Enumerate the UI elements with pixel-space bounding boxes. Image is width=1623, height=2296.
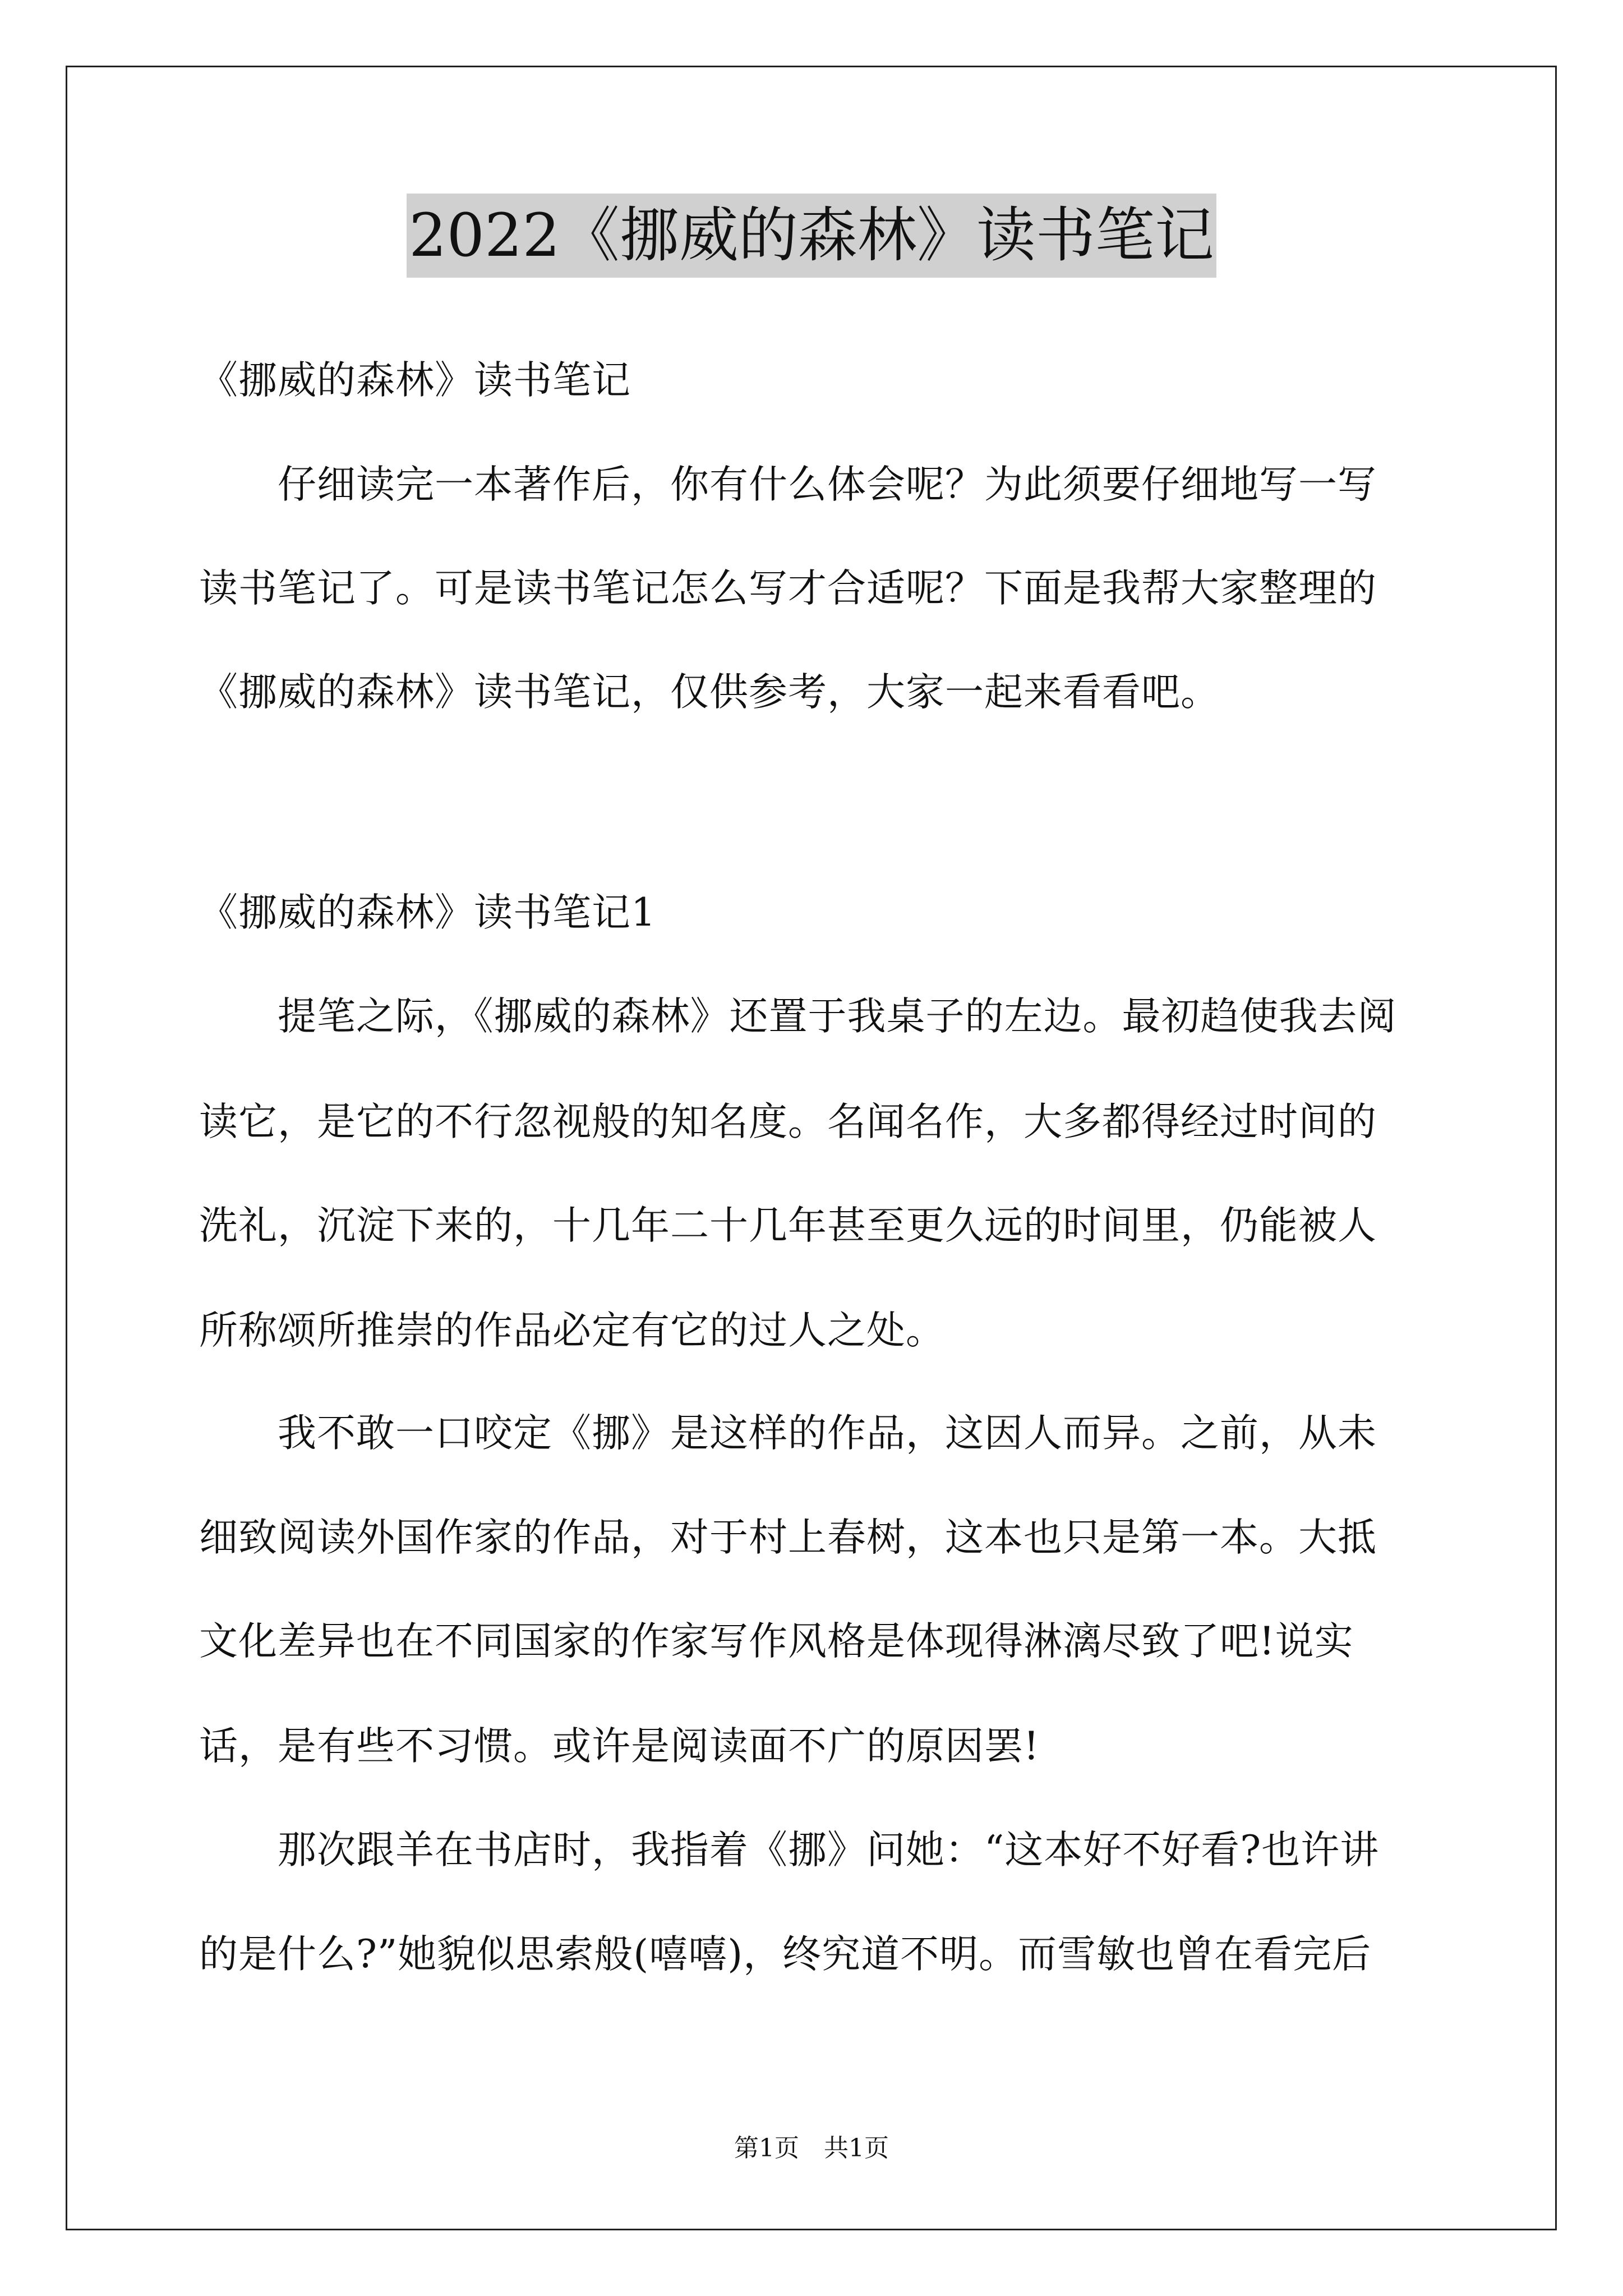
text-line: 读书笔记了。可是读书笔记怎么写才合适呢？下面是我帮大家整理的	[199, 566, 1377, 611]
text-line: 文化差异也在不同国家的作家写作风格是体现得淋漓尽致了吧!说实	[199, 1619, 1354, 1664]
page-footer: 第1页 共1页	[734, 2134, 889, 2162]
text-line: 我不敢一口咬定《挪》是这样的作品，这因人而异。之前，从未	[199, 1411, 1377, 1456]
document-title: 2022《挪威的森林》读书笔记	[407, 194, 1216, 278]
text-line: 《挪威的森林》读书笔记1	[199, 890, 656, 935]
text-line: 《挪威的森林》读书笔记，仅供参考，大家一起来看看吧。	[199, 670, 1220, 715]
text-line: 读它，是它的不行忽视般的知名度。名闻名作，大多都得经过时间的	[199, 1099, 1377, 1144]
text-line: 细致阅读外国作家的作品，对于村上春树，这本也只是第一本。大抵	[199, 1515, 1377, 1560]
text-line: 的是什么?”她貌似思索般(嘻嘻)，终究道不明。而雪敏也曾在看完后	[199, 1932, 1372, 1977]
text-line: 所称颂所推崇的作品必定有它的过人之处。	[199, 1308, 945, 1353]
text-line: 那次跟羊在书店时，我指着《挪》问她：“这本好不好看?也许讲	[199, 1828, 1380, 1872]
text-line: 提笔之际，《挪威的森林》还置于我桌子的左边。最初趋使我去阅	[199, 994, 1397, 1039]
text-line: 话，是有些不习惯。或许是阅读面不广的原因罢!	[199, 1724, 1040, 1769]
text-line: 洗礼，沉淀下来的，十几年二十几年甚至更久远的时间里，仍能被人	[199, 1203, 1377, 1248]
title-container	[0, 194, 1623, 278]
text-line: 《挪威的森林》读书笔记	[199, 358, 631, 403]
text-line: 仔细读完一本著作后，你有什么体会呢？为此须要仔细地写一写	[199, 462, 1377, 507]
